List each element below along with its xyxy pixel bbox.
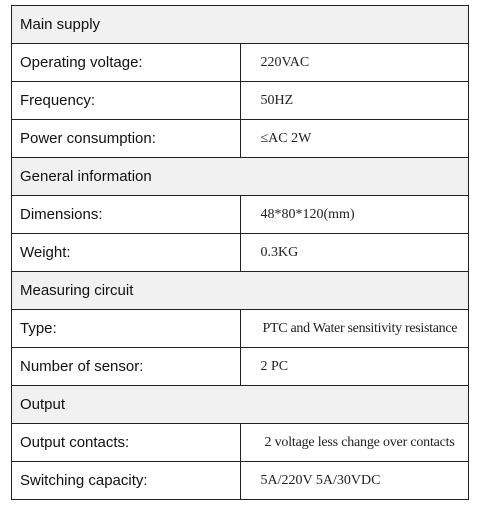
spec-label-frequency: Frequency:	[12, 82, 241, 120]
spec-value-power-consumption: ≤AC 2W	[240, 120, 469, 158]
table-row	[12, 234, 469, 272]
spec-label-operating-voltage: Operating voltage:	[12, 44, 241, 82]
table-row	[12, 82, 469, 120]
table-row	[12, 310, 469, 348]
spec-value-output-contacts: 2 voltage less change over contacts	[240, 424, 469, 462]
section-title-general-information: General information	[12, 158, 469, 196]
section-header-row	[12, 6, 469, 44]
section-header-row	[12, 386, 469, 424]
spec-label-output-contacts: Output contacts:	[12, 424, 241, 462]
spec-value-operating-voltage: 220VAC	[240, 44, 469, 82]
spec-label-dimensions: Dimensions:	[12, 196, 241, 234]
table-row	[12, 120, 469, 158]
table-row	[12, 196, 469, 234]
section-title-output: Output	[12, 386, 469, 424]
spec-value-dimensions: 48*80*120(mm)	[240, 196, 469, 234]
spec-label-power-consumption: Power consumption:	[12, 120, 241, 158]
spec-value-frequency: 50HZ	[240, 82, 469, 120]
spec-value-weight: 0.3KG	[240, 234, 469, 272]
section-header-row	[12, 272, 469, 310]
spec-label-switching-capacity: Switching capacity:	[12, 462, 241, 500]
section-header-row	[12, 158, 469, 196]
section-title-main-supply: Main supply	[12, 6, 469, 44]
section-title-measuring-circuit: Measuring circuit	[12, 272, 469, 310]
spec-value-number-of-sensor: 2 PC	[240, 348, 469, 386]
specification-table	[11, 5, 469, 500]
spec-label-number-of-sensor: Number of sensor:	[12, 348, 241, 386]
table-row	[12, 424, 469, 462]
table-row	[12, 44, 469, 82]
spec-label-type: Type:	[12, 310, 241, 348]
table-row	[12, 348, 469, 386]
spec-value-switching-capacity: 5A/220V 5A/30VDC	[240, 462, 469, 500]
table-row	[12, 462, 469, 500]
spec-label-weight: Weight:	[12, 234, 241, 272]
spec-value-type: PTC and Water sensitivity resistance	[240, 310, 469, 348]
